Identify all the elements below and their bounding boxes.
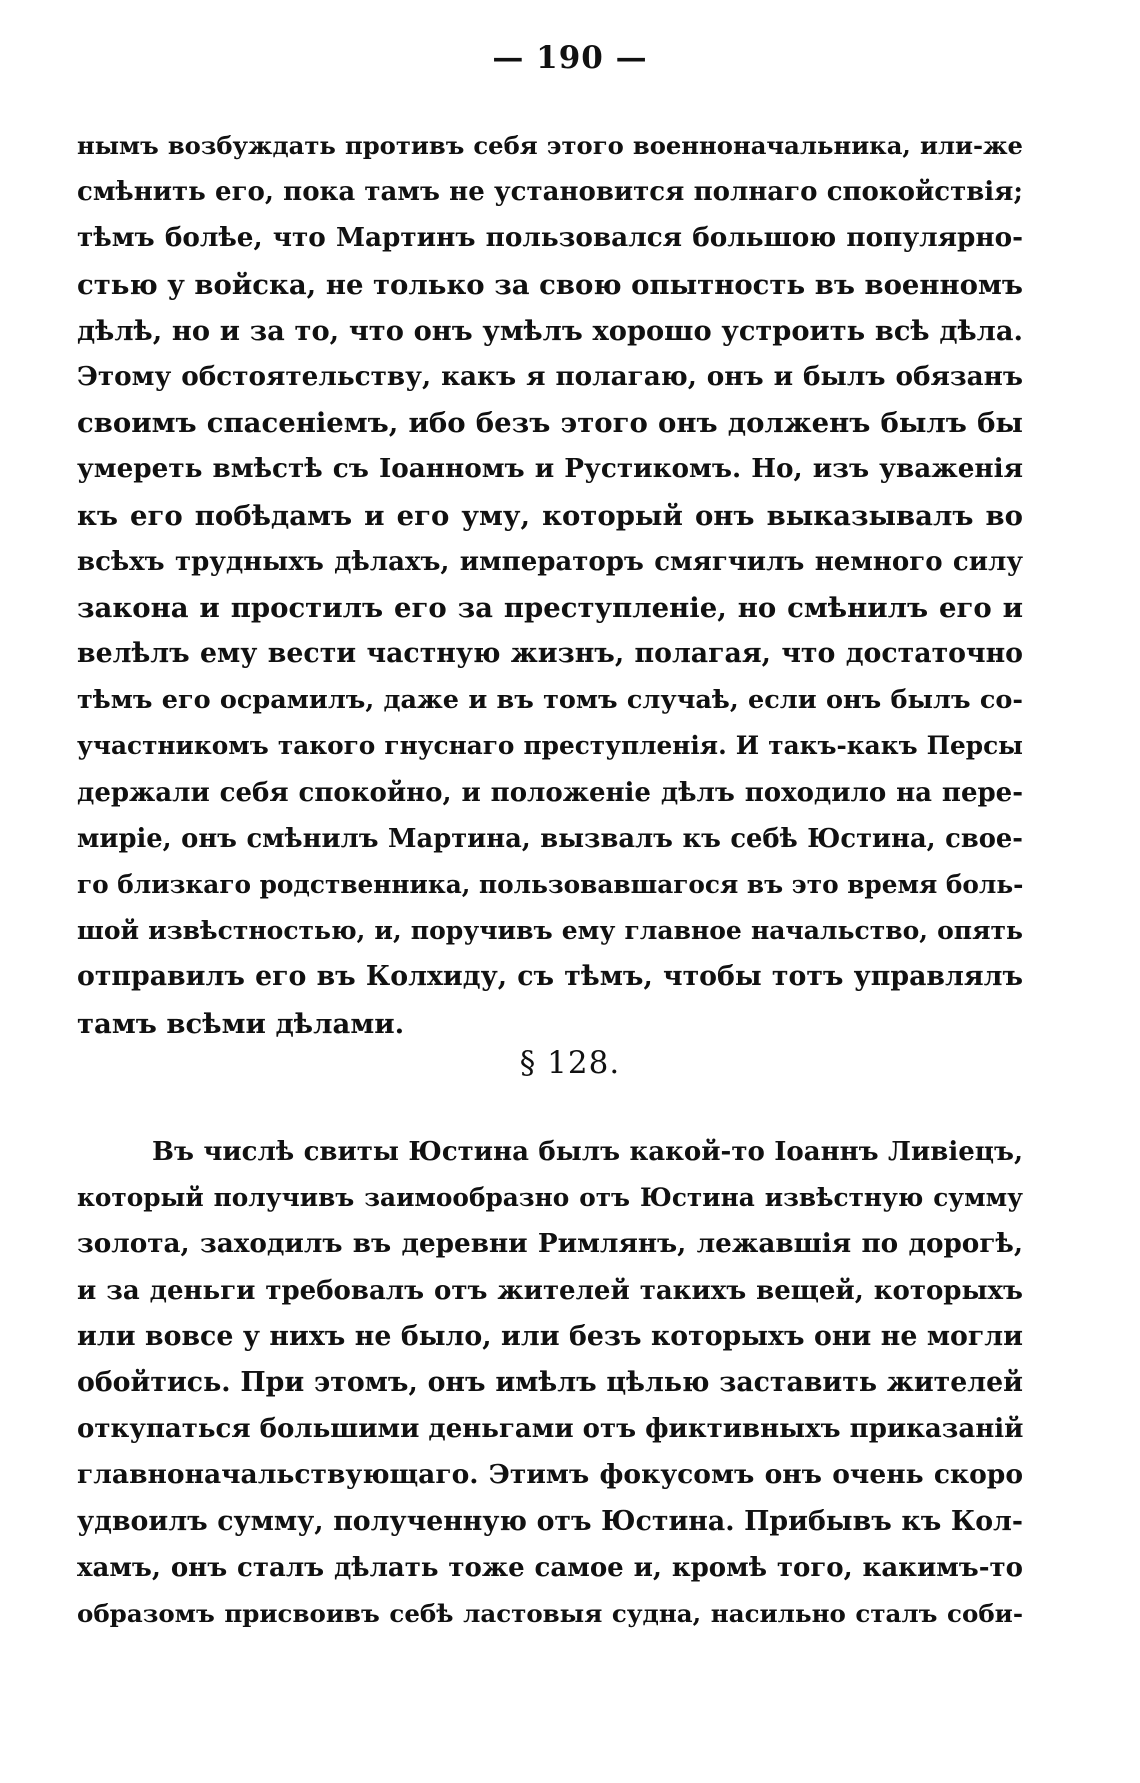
text-line: миріе, онъ смѣнилъ Мартина, вызвалъ къ себѣ Юстина, свое- xyxy=(77,823,1023,854)
text-line: образомъ присвоивъ себѣ ластовыя судна, насильно сталъ соби- xyxy=(77,1598,1023,1628)
text-line: закона и простилъ его за преступленіе, но смѣнилъ его и xyxy=(77,591,1023,624)
text-line: главноначальствующаго. Этимъ фокусомъ онъ очень скоро xyxy=(77,1459,1023,1491)
paragraph-section-128 xyxy=(77,1129,1023,1637)
text-line: держали себя спокойно, и положеніе дѣлъ походило на пере- xyxy=(77,777,1023,808)
text-line: шой извѣстностью, и, поручивъ ему главное начальство, опять xyxy=(77,916,1023,946)
text-line: смѣнить его, пока тамъ не установится полнаго спокойствія; xyxy=(77,177,1023,208)
text-line: тѣмъ его осрамилъ, даже и въ томъ случаѣ, если онъ былъ со- xyxy=(77,685,1023,716)
text-line: откупаться большими деньгами отъ фиктивныхъ приказаній xyxy=(77,1414,1024,1445)
text-line: го близкаго родственника, пользовавшагося въ это время боль- xyxy=(77,870,1024,899)
text-line: умереть вмѣстѣ съ Іоанномъ и Рустикомъ. Но, изъ уваженія xyxy=(77,453,1023,485)
text-line: Въ числѣ свиты Юстина былъ какой-то Іоаннъ Ливіецъ, xyxy=(152,1137,1023,1167)
text-line: участникомъ такого гнуснаго преступленія. И такъ-какъ Персы xyxy=(77,731,1023,761)
text-line: велѣлъ ему вести частную жизнъ, полагая, что достаточно xyxy=(77,638,1023,670)
text-line: стью у войска, не только за свою опытность въ военномъ xyxy=(77,268,1024,301)
text-line: который получивъ заимообразно отъ Юстина извѣстную сумму xyxy=(77,1183,1023,1213)
text-line: Этому обстоятельству, какъ я полагаю, онъ и былъ обязанъ xyxy=(77,360,1023,392)
text-line: къ его побѣдамъ и его уму, который онъ выказывалъ во xyxy=(77,499,1023,532)
text-line: и за деньги требовалъ отъ жителей такихъ вещей, которыхъ xyxy=(77,1275,1023,1306)
page-number: — 190 — xyxy=(492,40,648,76)
text-line: обойтись. При этомъ, онъ имѣлъ цѣлью заставить жителей xyxy=(77,1366,1023,1398)
text-line: своимъ спасеніемъ, ибо безъ этого онъ долженъ былъ бы xyxy=(77,407,1023,440)
text-line: хамъ, онъ сталъ дѣлать тоже самое и, кромѣ того, какимъ-то xyxy=(77,1552,1023,1583)
text-line: золота, заходилъ въ деревни Римлянъ, лежавшія по дорогѣ, xyxy=(77,1228,1023,1260)
text-line: или вовсе у нихъ не было, или безъ которыхъ они не могли xyxy=(77,1320,1023,1352)
text-line: тѣмъ болѣе, что Мартинъ пользовался большою популярно- xyxy=(77,222,1023,254)
text-line: удвоилъ сумму, полученную отъ Юстина. Прибывъ къ Кол- xyxy=(77,1505,1023,1537)
text-line: всѣхъ трудныхъ дѣлахъ, императоръ смягчилъ немного силу xyxy=(77,546,1023,577)
text-line: дѣлѣ, но и за то, что онъ умѣлъ хорошо устроить всѣ дѣла. xyxy=(77,314,1023,347)
paragraph-continued xyxy=(77,123,1023,1047)
text-line: тамъ всѣми дѣлами. xyxy=(77,1007,405,1040)
text-line: нымъ возбуждать противъ себя этого военноначальника, или-же xyxy=(77,131,1023,160)
text-line: отправилъ его въ Колхиду, съ тѣмъ, чтобы тотъ управлялъ xyxy=(77,961,1023,993)
section-heading: § 128. xyxy=(519,1045,621,1081)
